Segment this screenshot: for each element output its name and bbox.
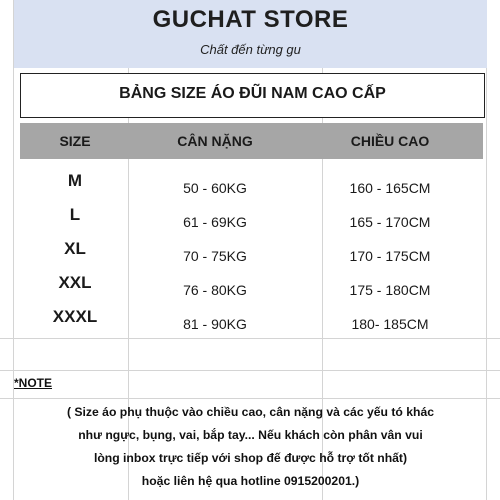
note-heading: *NOTE <box>14 376 53 390</box>
column-header-size: SIZE <box>59 133 91 149</box>
weight-cell: 76 - 80KG <box>183 281 247 298</box>
height-cell: 170 - 175CM <box>349 247 431 264</box>
size-cell: XL <box>64 238 86 258</box>
size-cell: L <box>69 204 81 224</box>
store-name: GUCHAT STORE <box>152 6 349 33</box>
gridline <box>0 398 500 399</box>
note-line: ( Size áo phụ thuộc vào chiều cao, cân nặng và các yếu tó khác <box>66 405 435 419</box>
note-line: lòng inbox trực tiếp với shop đế được hỗ trợ tốt nhất) <box>93 451 408 465</box>
height-cell: 160 - 165CM <box>349 179 431 196</box>
size-cell: XXXL <box>52 306 98 326</box>
store-slogan: Chất đến từng gu <box>200 42 301 57</box>
note-text <box>14 401 487 493</box>
note-line: hoặc liên hệ qua hotline 0915200201.) <box>141 474 360 488</box>
table-row <box>20 198 483 231</box>
weight-cell: 70 - 75KG <box>183 247 247 264</box>
size-cell: M <box>67 170 83 190</box>
gridline <box>0 370 500 371</box>
height-cell: 175 - 180CM <box>349 281 431 298</box>
weight-cell: 81 - 90KG <box>183 315 247 332</box>
table-row <box>20 164 483 197</box>
table-title: BẢNG SIZE ÁO ĐŨI NAM CAO CẤP <box>119 85 386 102</box>
height-cell: 180- 185CM <box>351 315 429 332</box>
column-header-weight: CÂN NẶNG <box>177 133 253 149</box>
weight-cell: 50 - 60KG <box>183 179 247 196</box>
table-header-row <box>20 123 483 159</box>
weight-cell: 61 - 69KG <box>183 213 247 230</box>
table-row <box>20 300 483 333</box>
store-header <box>14 0 487 68</box>
table-row <box>20 266 483 299</box>
column-header-height: CHIỀU CAO <box>350 133 430 149</box>
height-cell: 165 - 170CM <box>349 213 431 230</box>
size-cell: XXL <box>58 272 92 292</box>
note-line: như ngực, bụng, vai, bắp tay... Nếu khách còn phân vân vui <box>78 428 423 442</box>
table-row <box>20 232 483 265</box>
gridline <box>0 338 500 339</box>
table-title-box <box>20 73 485 118</box>
